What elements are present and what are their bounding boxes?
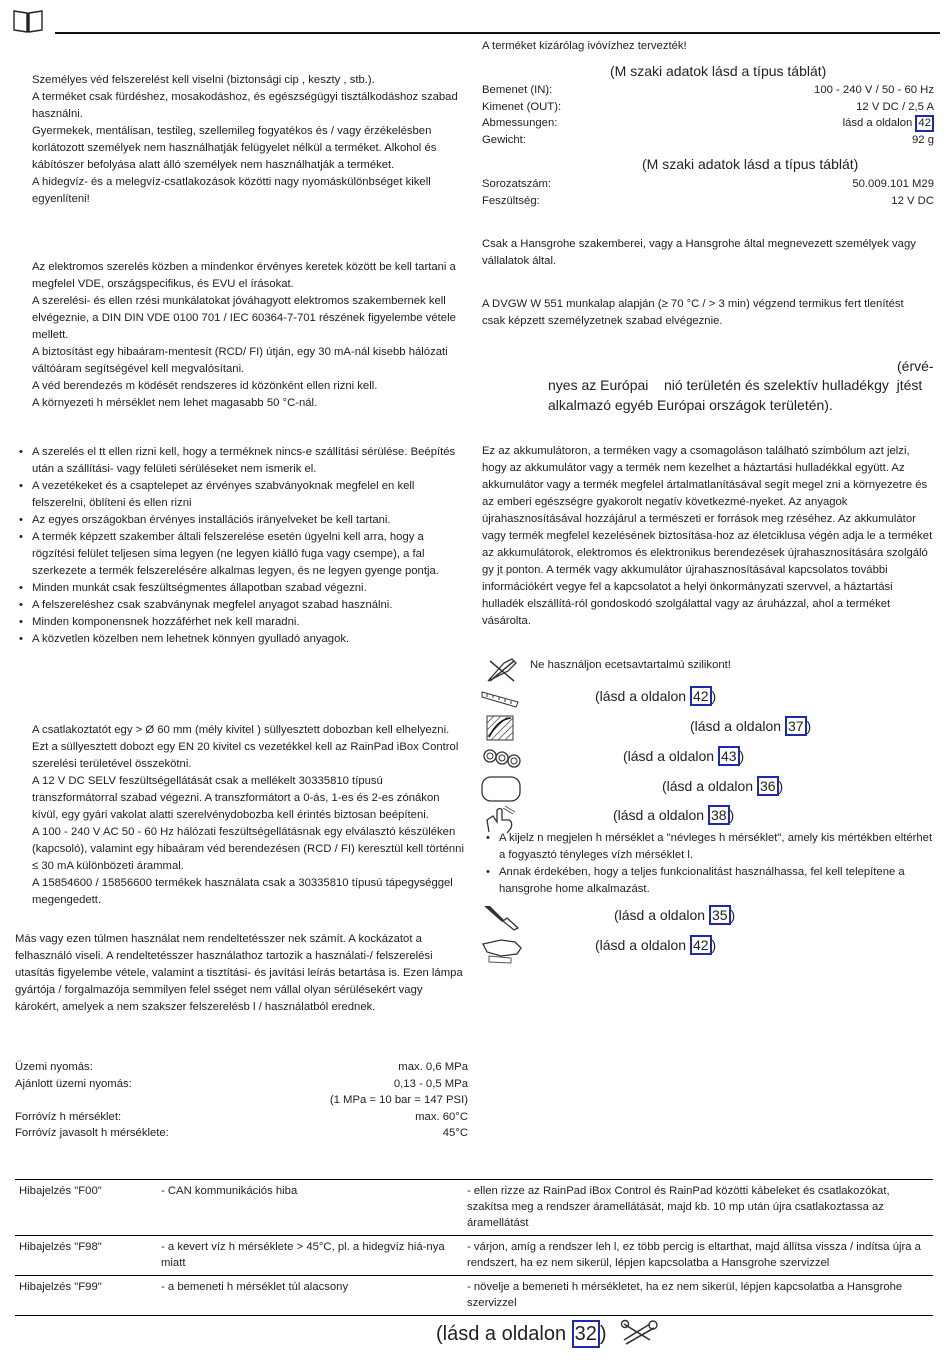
list-item: • A közvetlen közelben nem lehetnek könnyen gyulladó anyagok. [15, 631, 465, 648]
spec-label: Gewicht: [482, 134, 526, 146]
screwdriver-icon [482, 904, 522, 932]
dvgw-text: A DVGW W 551 munkalap alapján (≥ 70 °C / > 3 min) végzend termikus fert tlenítést csak képzett személyzetnek szabad elvégeznie. [482, 298, 904, 327]
spec-note: (M szaki adatok lásd a típus táblát) [642, 156, 859, 172]
spec-row [15, 1109, 468, 1126]
list-item: • A termék képzett szakember általi felszerelése esetén ügyelni kell arra, hogy a rögzítési felület teljesen sima legyen (ne legyen kiálló fuga vagy csempe), a fal szerkezete a termék felszerelésére alkalmas legyen, és ne legyen gyenge pontja. [15, 529, 465, 580]
hansgrohe-text: Csak a Hansgrohe szakemberei, vagy a Hansgrohe által megnevezett személyek vagy vállalatok által. [482, 238, 916, 267]
hand-cleaning-icon [481, 934, 525, 964]
safety-section [32, 72, 472, 208]
connection-item: A 100 - 240 V AC 50 - 60 Hz hálózati feszültségellátásnak egy elválasztó készüléken (kapcsoló), valamint egy hibaáram véd berendezésen (RCD / FI) keresztül kell történni ≤ 30 mA különbözeti árammal. [32, 826, 464, 872]
list-item: • Az egyes országokban érvényes installációs irányelveket be kell tartani. [15, 512, 465, 529]
safety-item: Gyermekek, mentálisan, testileg, szellemileg fogyatékos és / vagy érzékelésben korlátozott személyek nem használhatják felügyelet nélkül a terméket. Alkohol és kábítószer befolyása alatt álló személyek nem használhatják a terméket. [32, 125, 437, 171]
page-ref [595, 935, 716, 955]
connection-section [32, 722, 468, 909]
list-item: • A szerelés el tt ellen rizni kell, hogy a terméknek nincs-e szállítási sérülése. Beépítés után a szállítási- vagy felületi sérüléseket nem ismerik el. [15, 444, 465, 478]
spec-label: Üzemi nyomás: [15, 1061, 93, 1073]
page-link[interactable]: 42 [690, 686, 712, 706]
electrical-item: A szerelési- és ellen rzési munkálatokat jóváhagyott elektromos szakembernek kell elvégeznie, a DIN DIN VDE 0100 701 / IEC 60364-7-701 részének figyelembe vétele mellett. [32, 295, 456, 341]
list-item: • A felszereléshez csak szabványnak megfelel anyagot szabad használni. [15, 597, 465, 614]
page-link[interactable]: 43 [718, 746, 740, 766]
table-row [15, 1236, 933, 1276]
electrical-item: A környezeti h mérséklet nem lehet magasabb 50 °C-nál. [32, 397, 318, 409]
page-ref-suffix: ) [778, 778, 784, 794]
page-ref [690, 716, 811, 736]
page-ref-suffix: ) [806, 718, 812, 734]
product-specs [482, 176, 934, 209]
page-link[interactable]: 42 [690, 935, 712, 955]
list-item: • A kijelz n megjelen h mérséklet a "névleges h mérséklet", amely kis mértékben eltérhet a fogyasztó tényleges vízh mérséklet l. [482, 830, 934, 864]
header-rule [55, 32, 940, 34]
spec-label: Sorozatszám: [482, 178, 552, 190]
spec-row [482, 99, 934, 116]
hatched-graph-icon [486, 715, 514, 741]
error-cause: - a bemeneti h mérséklet túl alacsony [157, 1276, 463, 1316]
spec-value: max. 60°C [415, 1110, 468, 1123]
safety-item: Személyes véd felszerelést kell viselni (biztonsági cip , keszty , stb.). [32, 74, 375, 86]
spec-row [15, 1076, 468, 1093]
spec-label: Ajánlott üzemi nyomás: [15, 1077, 132, 1090]
spec-row [15, 1059, 468, 1076]
error-table [15, 1179, 933, 1316]
spec-value: 12 V DC [891, 194, 934, 207]
page-ref-prefix: (lásd a oldalon [690, 718, 782, 734]
safety-item: A terméket csak fürdéshez, mosakodáshoz, és egészségügyi tisztálkodáshoz szabad használni. [32, 91, 458, 120]
page-ref [613, 805, 734, 825]
page-ref-suffix: ) [730, 907, 736, 923]
page-ref-suffix: ) [599, 1323, 607, 1345]
spec-row [482, 193, 934, 210]
page-ref [623, 746, 744, 766]
spec-value: 0,13 - 0,5 MPa [393, 1077, 468, 1090]
connection-item: A csatlakoztatót egy > Ø 60 mm (mély kivitel ) süllyesztett dobozban kell elhelyezni. Ezt a süllyesztett dobozt egy EN 20 kivitel cs vezetékkel kell az RainPad iBox Control szerelési területével összekötni. [32, 724, 459, 770]
spec-label: Feszültség: [482, 194, 540, 207]
spec-value: 12 V DC / 2,5 A [856, 100, 934, 113]
installation-list [15, 444, 465, 648]
spec-value: (1 MPa = 10 bar = 147 PSI) [329, 1094, 468, 1106]
page-link[interactable]: 32 [572, 1320, 600, 1348]
error-remedy: - növelje a bemeneti h mérsékletet, ha ez nem sikerül, lépjen kapcsolatba a Hansgrohe szervizzel [463, 1276, 933, 1316]
safety-item: A hidegvíz- és a melegvíz-csatlakozások közötti nagy nyomáskülönbséget kikell egyenlíteni! [32, 176, 431, 205]
intro-text: A terméket kizárólag ivóvízhez tervezték! [482, 40, 687, 52]
electrical-item: Az elektromos szerelés közben a mindenkor érvényes keretek között be kell tartani a megfelel VDE, országspecifikus, és EVU el írásokat. [32, 261, 456, 290]
spec-label: Forróvíz javasolt h mérséklete: [15, 1127, 169, 1139]
weee-text-3: alkalmazó egyéb Európai országok területén). [548, 397, 833, 413]
page-ref-prefix: (lásd a oldalon [662, 778, 754, 794]
page-ref-prefix: (lásd a oldalon [614, 907, 706, 923]
error-cause: - CAN kommunikációs hiba [157, 1180, 463, 1236]
page-ref-prefix: (lásd a oldalon [595, 688, 687, 704]
page-link[interactable]: 36 [757, 776, 779, 796]
spec-label: Kimenet (OUT): [482, 100, 562, 113]
error-remedy: - ellen rizze az RainPad iBox Control és RainPad közötti kábeleket és csatlakozókat, szakítsa meg a rendszer áramellátását, majd kb. 10 mp után újra csatlakoztassa az áramellátást [463, 1180, 933, 1236]
page-ref-prefix: (lásd a oldalon [595, 937, 687, 953]
page-link[interactable]: 35 [709, 905, 731, 925]
battery-text: Ez az akkumulátoron, a terméken vagy a csomagoláson található szimbólum azt jelzi, hogy az akkumulátor vagy a termék nem kezelhet a háztartási hulladékkal együtt. Az akkumulátor vagy a termék megfelel ártalmatlanításával segít megel zni a környezetre és az emberi egészségre gyakorolt negatív következmé-nyeket. Az anyagok újrahasznosításával hozzájárul a természeti er források meg rzéséhez. Az akkumulátor vagy termék megfelel kezelésének biztosítása-hoz az életciklusa végén adja le a terméket az akkumulátorok, elektromos és elektronikus berendezések újrahasznosítására szolgáló gy jt ponton. A termék vagy akkumulátor újrahasznosításával kapcsolatos további információkért vegye fel a kapcsolatot a helyi önkormányzati szervvel, a háztartási hulladék elszállítá-ról gondoskodó szolgálattal vagy az áruházzal, ahol a terméket vásárolta. [482, 445, 933, 627]
weee-text-2: nyes az Európai nió területén és szelektív hulladékgy jtést [548, 377, 923, 393]
error-code: Hibajelzés "F99" [15, 1276, 157, 1316]
wrench-icon [620, 1318, 660, 1346]
page-ref [595, 686, 716, 706]
electrical-item: A véd berendezés m ködését rendszeres id közönként ellen rizni kell. [32, 380, 378, 392]
electrical-item: A biztosítást egy hibaáram-mentesít (RCD/ FI) útján, egy 30 mA-nál kisebb hálózati váltóáram segítségével kell megvalósítani. [32, 346, 448, 375]
spec-value: 100 - 240 V / 50 - 60 Hz [814, 84, 934, 96]
electrical-specs [482, 82, 934, 149]
page-ref-suffix: ) [729, 807, 735, 823]
spec-label: Bemenet (IN): [482, 84, 553, 96]
misuse-text: Más vagy ezen túlmen használat nem rendeltetésszer nek számít. A kockázatot a felhasználó viseli. A rendeltetésszer használathoz tartozik a használati-/ felszerelési utasítás figyelembe vétele, valamint a tisztítási- és javítási leírás betartása is. Ezen lámpa gyártója / forgalmazója semmilyen felel sséget nem vállal olyan sérülésekért vagy károkért, amelyek a nem szakszer felszerelésb l / használatból erednek. [15, 933, 463, 1013]
page-ref [614, 905, 735, 925]
ruler-icon [481, 688, 519, 708]
page-ref-prefix: (lásd a oldalon [613, 807, 705, 823]
connection-item: A 15854600 / 15856600 termékek használata csak a 30335810 típusú tápegységgel megengedett. [32, 877, 453, 906]
list-item: • Annak érdekében, hogy a teljes funkcionalitást használhassa, fel kell telepítene a hansgrohe home alkalmazást. [482, 864, 934, 898]
spec-row [482, 115, 934, 132]
page-link[interactable]: 42 [915, 115, 934, 132]
pressure-specs [15, 1059, 468, 1142]
spec-label: Abmessungen: [482, 117, 558, 129]
silicone-warning: Ne használjon ecetsavtartalmú szilikont! [530, 659, 731, 671]
page-ref-suffix: ) [711, 937, 717, 953]
page-ref-suffix: ) [711, 688, 717, 704]
book-icon [12, 8, 44, 34]
weee-text-1: (érvé- [897, 358, 934, 374]
spec-row [15, 1092, 468, 1109]
list-item: • Minden munkát csak feszültségmentes állapotban szabad végezni. [15, 580, 465, 597]
electrical-section [32, 259, 467, 412]
footer-page-ref [436, 1320, 607, 1348]
spec-value: max. 0,6 MPa [398, 1061, 468, 1073]
spec-note: (M szaki adatok lásd a típus táblát) [610, 63, 827, 79]
page-link[interactable]: 37 [785, 716, 807, 736]
connection-item: A 12 V DC SELV feszültségellátását csak a mellékelt 30335810 típusú transzformátorral szabad végezni. A transzformátort a 0-ás, 1-es és 2-es zónákon kívül, egy gyári vakolat alatti szerelvénydobozba kell érintés biztosan beépíteni. [32, 775, 440, 821]
spec-value: lásd a oldalon [842, 117, 913, 129]
page-ref [662, 776, 783, 796]
error-code: Hibajelzés "F98" [15, 1236, 157, 1276]
display-notes-list [482, 830, 934, 898]
list-item: • Minden komponensnek hozzáférhet nek kell maradni. [15, 614, 465, 631]
silicone-gun-icon [484, 655, 520, 685]
error-cause: - a kevert víz h mérséklete > 45°C, pl. a hidegvíz hiá-nya miatt [157, 1236, 463, 1276]
spec-label: Forróvíz h mérséklet: [15, 1110, 122, 1123]
spare-parts-icon [482, 746, 522, 770]
spec-row [15, 1125, 468, 1142]
table-row [15, 1276, 933, 1316]
page-ref-suffix: ) [739, 748, 745, 764]
list-item: • A vezetékeket és a csaptelepet az érvényes szabványoknak megfelel en kell felszerelni, öblíteni és ellen rizni [15, 478, 465, 512]
page-link[interactable]: 38 [708, 805, 730, 825]
page-ref-prefix: (lásd a oldalon [623, 748, 715, 764]
page-ref-prefix: (lásd a oldalon [436, 1323, 567, 1345]
table-row [15, 1180, 933, 1236]
error-code: Hibajelzés "F00" [15, 1180, 157, 1236]
error-remedy: - várjon, amíg a rendszer leh l, ez több percig is eltarthat, majd állítsa vissza / indítsa újra a rendszert, ha ez nem sikerül, lépjen kapcsolatba a Hansgrohe szervizzel [463, 1236, 933, 1276]
spec-row [482, 82, 934, 99]
spec-row [482, 132, 934, 149]
display-outline-icon [481, 776, 521, 802]
spec-value: 92 g [912, 134, 934, 146]
spec-value: 45°C [442, 1127, 468, 1139]
spec-value: 50.009.101 M29 [852, 178, 934, 190]
spec-row [482, 176, 934, 193]
